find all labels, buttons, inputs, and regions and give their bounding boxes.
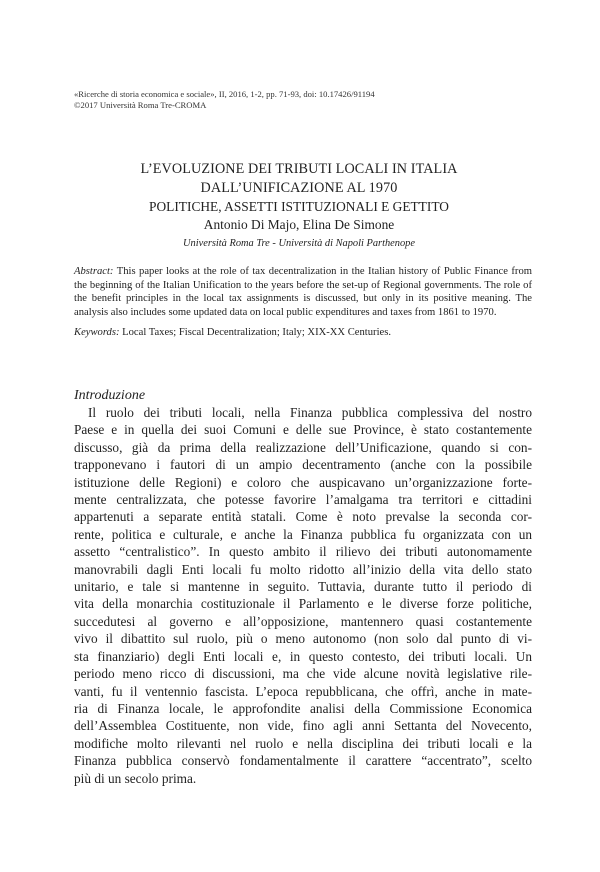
body-line: istituzione delle Regioni) e coloro che auspicavano un’organizzazione forte- bbox=[74, 474, 532, 490]
body-line: dell’Assemblea Costituente, non vide, fino agli anni Settanta del Novecento, bbox=[74, 718, 532, 734]
body-line: vivo il dibattito sul ruolo, più o meno autonomo (non solo dal punto di vi- bbox=[74, 631, 532, 647]
body-line: Il ruolo dei tributi locali, nella Finanza pubblica complessiva del nostro bbox=[88, 405, 532, 420]
body-line: ria di Finanza locale, le approfondite analisi della Commissione Economica bbox=[74, 700, 532, 716]
body-line: succedutesi al governo e all’opposizione, mantennero quasi costantemente bbox=[74, 613, 532, 629]
keywords-text: Local Taxes; Fiscal Decentralization; Italy; XIX-XX Centuries. bbox=[119, 326, 391, 338]
keywords-paragraph bbox=[74, 326, 532, 340]
body-line: rente, politica e culturale, e anche la Finanza pubblica fu organizzata con un bbox=[74, 526, 532, 542]
affiliation: Università Roma Tre - Università di Napoli Parthenope bbox=[183, 238, 415, 249]
body-text bbox=[74, 404, 532, 787]
keywords-label: Keywords: bbox=[74, 326, 120, 338]
authors: Antonio Di Majo, Elina De Simone bbox=[203, 217, 395, 232]
body-line: mente centralizzata, che potesse favorire l’amalgama tra territori e cittadini bbox=[74, 492, 532, 508]
abstract bbox=[74, 265, 532, 340]
abstract-label: Abstract: bbox=[74, 266, 114, 277]
body-line: più di un secolo prima. bbox=[74, 770, 197, 786]
body-line: Paese e in quella dei suoi Comuni e delle sue Province, è stato costantemente bbox=[74, 422, 532, 438]
body-line: appartenuti a separate entità statali. Come è noto prevalse la seconda cor- bbox=[74, 509, 532, 525]
title-block bbox=[74, 160, 524, 251]
body-line: Finanza pubblica conservò fondamentalmente il carattere “accentrato”, scelto bbox=[74, 753, 532, 769]
body-line: unitario, e tale si mantenne in seguito. Tuttavia, durante tutto il periodo di bbox=[74, 579, 532, 595]
body-line: manovrabili dagli Enti locali fu molto ridotto all’inizio della vita dello stato bbox=[74, 561, 532, 577]
body-line: sta finanziario) degli Enti locali e, in questo contesto, dei tributi locali. Un bbox=[74, 648, 532, 664]
body-line: vanti, fu il ventennio fascista. L’epoca repubblicana, che offrì, anche in mate- bbox=[74, 683, 532, 699]
section-title: Introduzione bbox=[74, 388, 146, 403]
abstract-paragraph bbox=[74, 265, 532, 320]
title-line-2: DALL’UNIFICAZIONE AL 1970 bbox=[200, 180, 398, 196]
title-line-1: L’EVOLUZIONE DEI TRIBUTI LOCALI IN ITALIA bbox=[140, 161, 458, 177]
abstract-text: This paper looks at the role of tax decentralization in the Italian history of Public Finance from the beginning of the Italian Unification to the years before the set-up of Regional governments. The role of the benefit principles in the local tax assignments is discussed, but only in its positive meaning. The analysis also includes some updated data on local public expenditures and taxes from 1861 to 1970. bbox=[74, 266, 532, 319]
body-line: modifiche molto rilevanti nel ruolo e nella disciplina dei tributi locali e la bbox=[74, 735, 532, 751]
body-line: vita della monarchia costituzionale il Parlamento e le diverse forze politiche, bbox=[74, 596, 532, 612]
subtitle: POLITICHE, ASSETTI ISTITUZIONALI E GETTITO bbox=[149, 199, 449, 214]
body-line: periodo meno ricco di discussioni, ma che vide alcune novità legislative rile- bbox=[74, 666, 532, 682]
body-line: discusso, già da prima della realizzazione dell’Unificazione, quando si con- bbox=[74, 439, 532, 455]
body-line: assetto “centralistico”. In questo ambito il rilievo dei tributi autonomamente bbox=[74, 544, 532, 560]
citation-line: «Ricerche di storia economica e sociale», II, 2016, 1-2, pp. 71-93, doi: 10.17426/91194 bbox=[74, 89, 375, 99]
journal-header bbox=[74, 89, 534, 111]
body-line: trapponevano i fautori di un ampio decentramento (anche con la possibile bbox=[74, 457, 532, 473]
copyright-line: ©2017 Università Roma Tre-CROMA bbox=[74, 100, 207, 110]
